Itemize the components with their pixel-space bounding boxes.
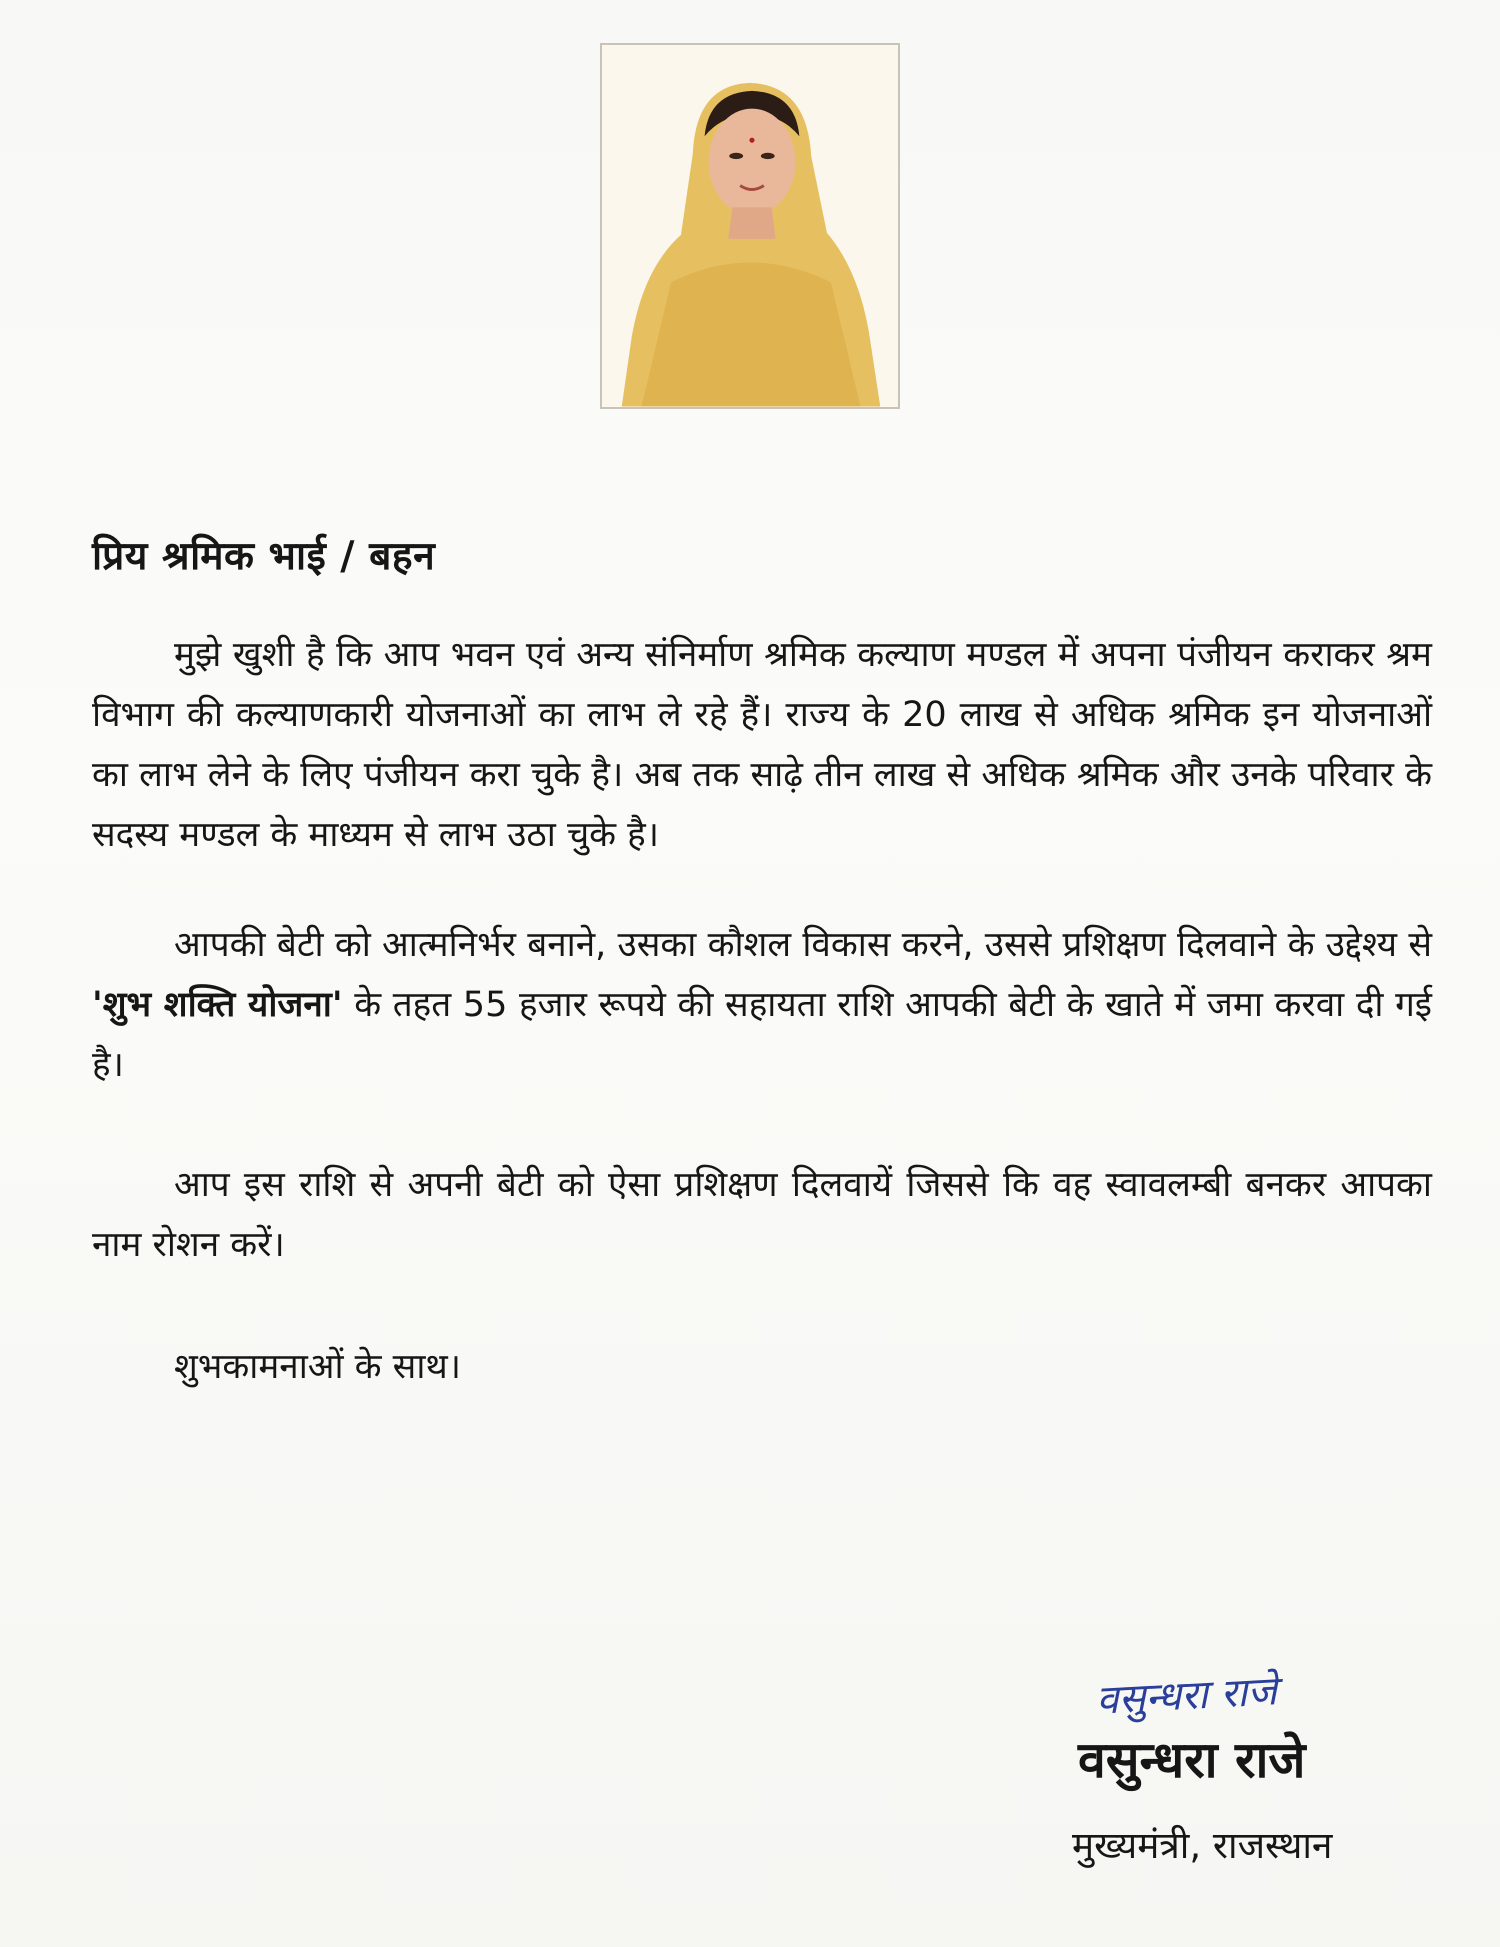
salutation: प्रिय श्रमिक भाई / बहन — [92, 534, 436, 579]
signatory-name: वसुन्धरा राजे — [1078, 1731, 1306, 1789]
paragraph-registration: मुझे खुशी है कि आप भवन एवं अन्य संनिर्माण श्रमिक कल्याण मण्डल में अपना पंजीयन कराकर श्रम विभाग की कल्याणकारी योजनाओं का लाभ ले रहे हैं। राज्य के 20 लाख से अधिक श्रमिक इन योजनाओं का लाभ लेने के लिए पंजीयन करा चुके है। अब तक साढ़े तीन लाख से अधिक श्रमिक और उनके परिवार के सदस्य मण्डल के माध्यम से लाभ उठा चुके है। — [92, 635, 1432, 855]
paragraph-scheme-intro: आपकी बेटी को आत्मनिर्भर बनाने, उसका कौशल विकास करने, उससे प्रशिक्षण दिलवाने के उद्देश्य से — [174, 925, 1432, 965]
paragraph-scheme — [92, 915, 1432, 1095]
scheme-name: 'शुभ शक्ति योजना' — [92, 985, 343, 1025]
portrait-illustration — [602, 45, 898, 407]
paragraph-scheme-outro: के तहत 55 हजार रूपये की सहायता राशि आपकी बेटी के खाते में जमा करवा दी गई है। — [92, 985, 1432, 1085]
signatory-designation: मुख्यमंत्री, राजस्थान — [1072, 1824, 1333, 1867]
paragraph-training: आप इस राशि से अपनी बेटी को ऐसा प्रशिक्षण दिलवायें जिससे कि वह स्वावलम्बी बनकर आपका नाम रोशन करें। — [92, 1165, 1432, 1265]
portrait-photo — [600, 43, 900, 409]
closing-line: शुभकामनाओं के साथ। — [174, 1347, 462, 1387]
handwritten-signature: वसुन्धरा राजे — [1095, 1668, 1279, 1724]
